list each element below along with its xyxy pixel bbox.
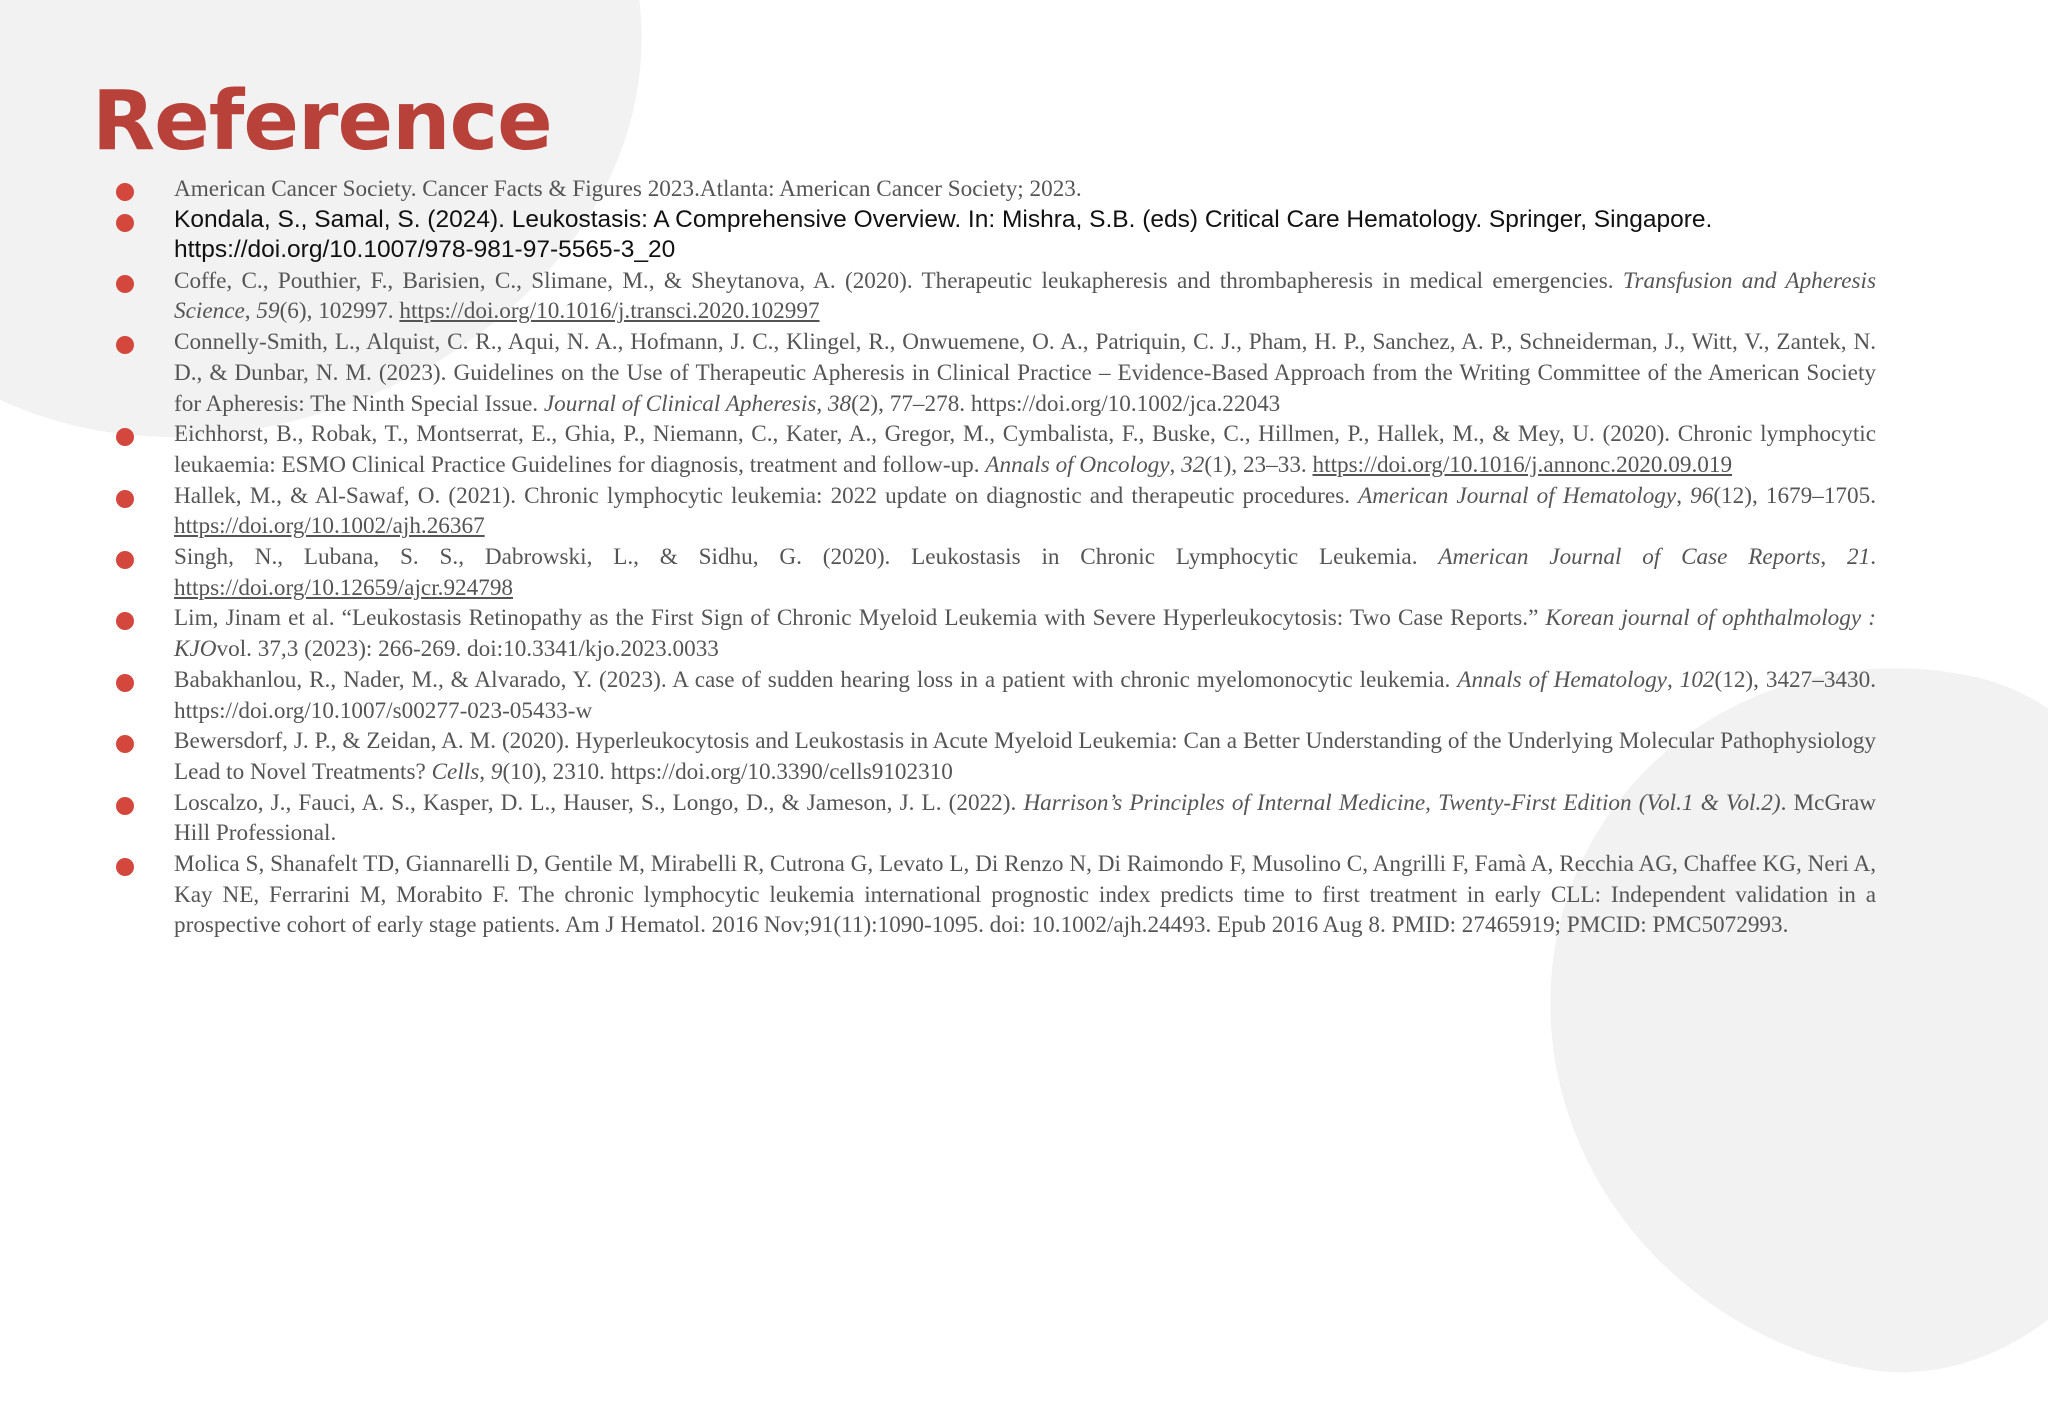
bullet-icon [116,490,134,508]
doi-link[interactable]: https://doi.org/10.12659/ajcr.924798 [174,574,514,601]
slide-title: Reference [92,74,552,169]
reference-text: Lim, Jinam et al. “Leukostasis Retinopathy as the First Sign of Chronic Myeloid Leukemia with Severe Hyperleukocytosis: Two Case Reports.” [174,605,1546,632]
reference-text: Hallek, M., & Al-Sawaf, O. (2021). Chronic lymphocytic leukemia: 2022 update on diagnostic and therapeutic procedures. [174,482,1359,509]
reference-item [116,419,1876,480]
italic-text: 38 [827,390,852,417]
doi-link[interactable]: https://doi.org/10.1002/ajh.26367 [174,513,485,540]
reference-text: , [1666,666,1680,693]
reference-text: Babakhanlou, R., Nader, M., & Alvarado, Y. (2023). A case of sudden hearing loss in a patient with chronic myelomonocytic leukemia. [174,666,1458,693]
italic-text: Harrison’s Principles of Internal Medicine, Twenty-First Edition (Vol.1 & Vol.2) [1023,789,1781,816]
bullet-icon [116,612,134,630]
reference-text: (12), 1679–1705. [1713,482,1877,509]
bullet-icon [116,214,134,232]
reference-item [116,726,1876,787]
bullet-icon [116,336,134,354]
bullet-icon [116,797,134,815]
bullet-icon [116,275,134,293]
reference-text: Eichhorst, B., Robak, T., Montserrat, E., Ghia, P., Niemann, C., Kater, A., Gregor, M., Cymbalista, F., Buske, C., Hillmen, P., Hallek, M., & Mey, U. (2020). Chronic lymphocytic leukaemia: ESMO Clinical Practice Guidelines for diagnosis, treatment and follow-up. [174,421,1876,478]
italic-text: 21 [1847,544,1871,571]
reference-text: Coffe, C., Pouthier, F., Barisien, C., Slimane, M., & Sheytanova, A. (2020). Therapeutic leukapheresis and thrombapheresis in medical emergencies. [174,267,1623,294]
italic-text: American Journal of Hematology [1358,482,1677,509]
italic-text: 59 [256,298,280,325]
reference-text: Loscalzo, J., Fauci, A. S., Kasper, D. L., Hauser, S., Longo, D., & Jameson, J. L. (2022). [174,789,1024,816]
reference-list [116,174,1876,941]
reference-item [116,327,1876,419]
reference-text: , [1676,482,1691,509]
bullet-icon [116,858,134,876]
italic-text: 32 [1181,451,1205,478]
reference-text: Bewersdorf, J. P., & Zeidan, A. M. (2020). Hyperleukocytosis and Leukostasis in Acute Myeloid Leukemia: Can a Better Understanding of the Underlying Molecular Pathophysiology Lead to Novel Treatments? [174,728,1876,785]
italic-text: Cells [431,758,480,785]
bullet-icon [116,735,134,753]
italic-text: Journal of Clinical Apheresis [543,390,817,417]
italic-text: Annals of Oncology [985,451,1170,478]
italic-text: 96 [1690,482,1714,509]
italic-text: Transfusion and Apheresis Science [174,267,1876,325]
reference-item [116,205,1876,266]
reference-text: (1), 23–33. [1204,451,1313,478]
reference-text: Singh, N., Lubana, S. S., Dabrowski, L., & Sidhu, G. (2020). Leukostasis in Chronic Lymphocytic Leukemia. [174,544,1439,571]
reference-item [116,266,1876,327]
reference-item [116,603,1876,664]
reference-text: (2), 77–278. https://doi.org/10.1002/jca.22043 [851,390,1281,417]
bullet-icon [116,428,134,446]
reference-text: , [1820,544,1848,571]
bullet-icon [116,674,134,692]
reference-text: , [479,758,491,785]
reference-item [116,174,1876,205]
reference-text: , [1169,451,1182,478]
italic-text: 102 [1679,666,1715,693]
reference-item [116,788,1876,849]
bullet-icon [116,551,134,569]
reference-text: (6), 102997. [279,298,400,325]
reference-text: vol. 37,3 (2023): 266-269. doi:10.3341/kjo.2023.0033 [216,636,719,663]
italic-text: American Journal of Case Reports [1438,544,1821,571]
reference-text: , [816,390,828,417]
reference-item [116,849,1876,941]
reference-item [116,542,1876,603]
reference-text: Connelly-Smith, L., Alquist, C. R., Aqui, N. A., Hofmann, J. C., Klingel, R., Onwuemene, O. A., Patriquin, C. J., Pham, H. P., Sanchez, A. P., Schneiderman, J., Witt, V., Zantek, N. D., & Dunbar, N. M. (2023). Guidelines on the Use of Therapeutic Apheresis in Clinical Practice – Evidence-Based Approach from the Writing Committee of the American Society for Apheresis: The Ninth Special Issue. [174,329,1876,417]
reference-text: Kondala, S., Samal, S. (2024). Leukostasis: A Comprehensive Overview. In: Mishra, S.B. (eds) Critical Care Hematology. Springer, Singapore. https://doi.org/10.1007/978-981-97-5565-3_20 [174,205,1713,264]
italic-text: Korean journal of ophthalmology : KJO [174,605,1876,663]
reference-text: Molica S, Shanafelt TD, Giannarelli D, Gentile M, Mirabelli R, Cutrona G, Levato L, Di Renzo N, Di Raimondo F, Musolino C, Angrilli F, Famà A, Recchia AG, Chaffee KG, Neri A, Kay NE, Ferrarini M, Morabito F. The chronic lymphocytic leukemia international prognostic index predicts time to first treatment in early CLL: Independent validation in a prospective cohort of early stage patients. Am J Hematol. 2016 Nov;91(11):1090-1095. doi: 10.1002/ajh.24493. Epub 2016 Aug 8. PMID: 27465919; PMCID: PMC5072993. [174,851,1876,939]
reference-text: . [1870,544,1877,571]
reference-text: (12), 3427–3430. https://doi.org/10.1007/s00277-023-05433-w [174,666,1877,724]
bullet-icon [116,183,134,201]
reference-text: (10), 2310. https://doi.org/10.3390/cells9102310 [502,758,953,785]
reference-item [116,665,1876,726]
italic-text: 9 [490,758,503,785]
italic-text: Annals of Hematology [1457,666,1667,693]
reference-item [116,481,1876,542]
reference-text: . McGraw Hill Professional. [174,789,1876,847]
doi-link[interactable]: https://doi.org/10.1016/j.transci.2020.102997 [399,298,820,325]
reference-text: American Cancer Society. Cancer Facts & Figures 2023.Atlanta: American Cancer Society; 2023. [174,176,1082,202]
reference-text: , [244,298,257,325]
doi-link[interactable]: https://doi.org/10.1016/j.annonc.2020.09.019 [1312,451,1733,478]
